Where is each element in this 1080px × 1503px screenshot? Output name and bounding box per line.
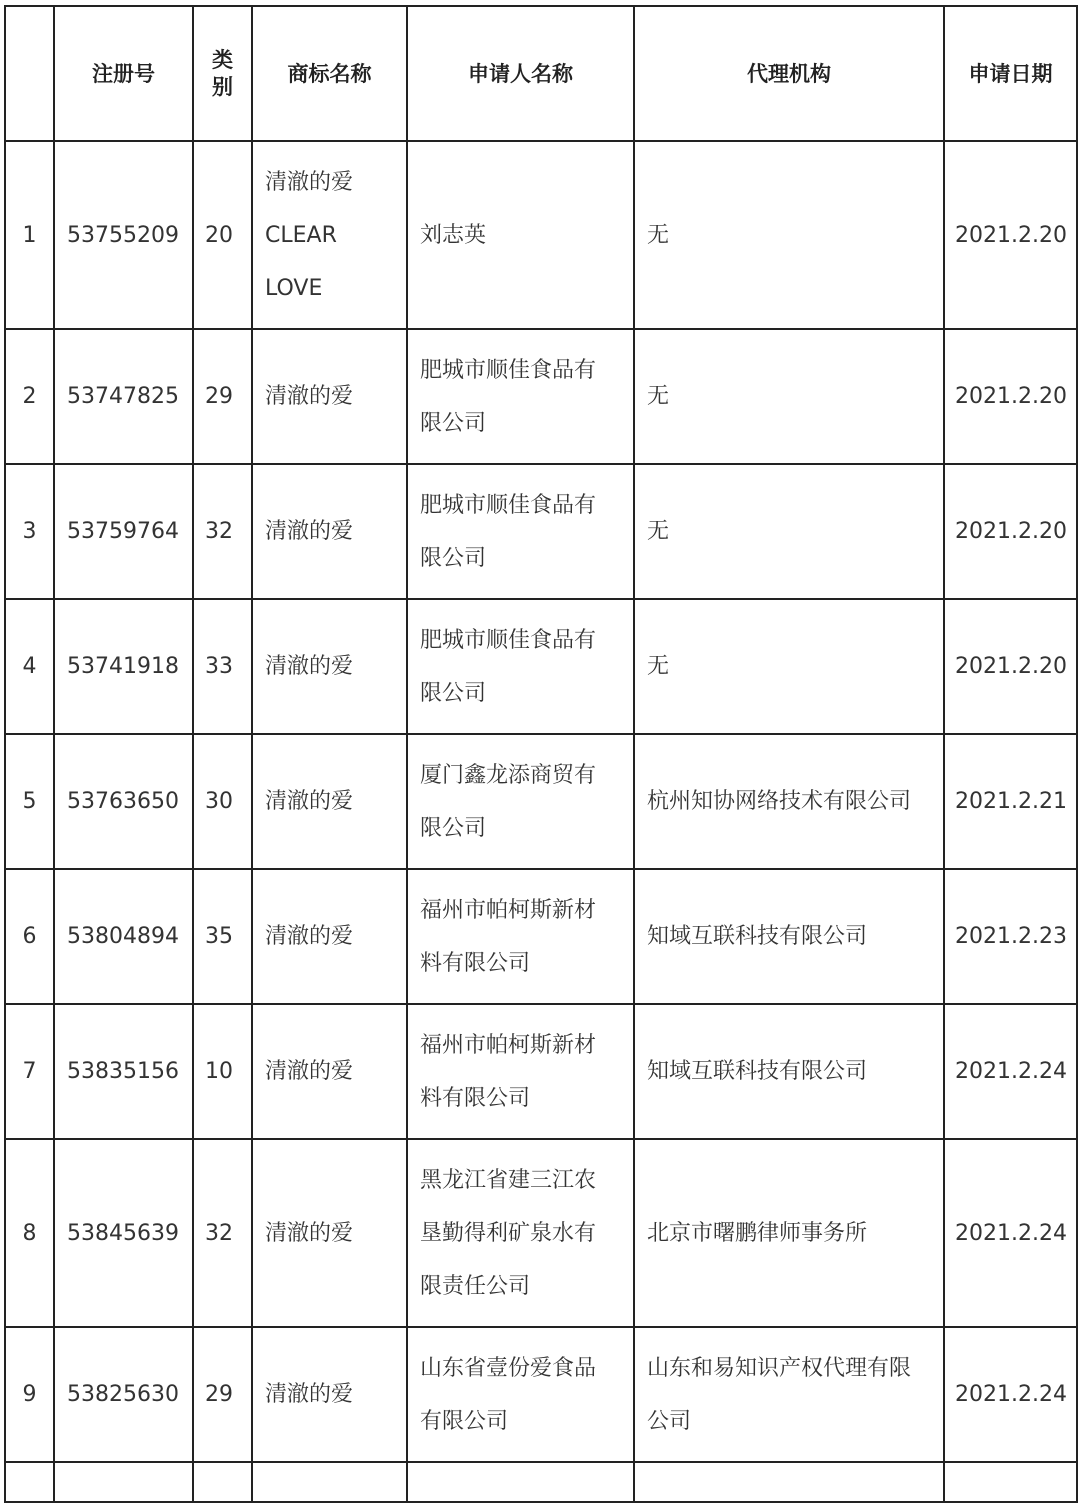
cell-index: 6 [5, 869, 54, 1004]
cell-applicant-line: 料有限公司 [420, 950, 531, 976]
header-class-line: 类 [212, 47, 233, 72]
cell-mark-name-line: 清澈的爱 [265, 1059, 354, 1084]
cell-agent [634, 734, 944, 869]
header-date: 申请日期 [944, 6, 1077, 141]
cell-agent [634, 329, 944, 464]
cell-agent-line: 公司 [647, 1408, 692, 1434]
table-body [5, 141, 1077, 1502]
cell-applicant-line: 黑龙江省建三江农 [420, 1167, 597, 1193]
header-applicant: 申请人名称 [407, 6, 634, 141]
cell-class: 29 [193, 329, 252, 464]
table-row [5, 1004, 1077, 1139]
table-row [5, 599, 1077, 734]
cell-mark-name-line: 清澈的爱 [265, 1382, 354, 1407]
cell-agent [634, 1139, 944, 1327]
cell-agent-line: 山东和易知识产权代理有限 [647, 1355, 912, 1381]
cell-reg-no: 53804894 [54, 869, 193, 1004]
cell-date: 2021.2.20 [944, 464, 1077, 599]
cell-date [944, 1462, 1077, 1502]
header-mark-name: 商标名称 [252, 6, 407, 141]
cell-mark-name [252, 141, 407, 329]
cell-applicant [407, 141, 634, 329]
cell-applicant-line: 有限公司 [420, 1408, 509, 1434]
cell-mark-name-line: 清澈的爱 [265, 1220, 354, 1246]
cell-applicant-line: 肥城市顺佳食品有 [420, 357, 597, 383]
cell-date: 2021.2.24 [944, 1004, 1077, 1139]
table-row [5, 869, 1077, 1004]
cell-index: 2 [5, 329, 54, 464]
cell-applicant-line: 限公司 [420, 410, 487, 436]
header-reg-no: 注册号 [54, 6, 193, 141]
cell-mark-name [252, 1327, 407, 1462]
cell-applicant [407, 1004, 634, 1139]
cell-mark-name-line: LOVE [265, 275, 323, 301]
cell-date: 2021.2.20 [944, 141, 1077, 329]
header-agent: 代理机构 [634, 6, 944, 141]
cell-class [193, 1462, 252, 1502]
header-index [5, 6, 54, 141]
cell-index: 9 [5, 1327, 54, 1462]
cell-mark-name [252, 599, 407, 734]
cell-mark-name [252, 734, 407, 869]
table-header-row [5, 6, 1077, 141]
cell-agent [634, 869, 944, 1004]
header-class [193, 6, 252, 141]
cell-mark-name-line: 清澈的爱 [265, 384, 354, 409]
cell-agent-line: 北京市曙鹏律师事务所 [647, 1220, 868, 1246]
cell-agent-line: 知域互联科技有限公司 [647, 1059, 868, 1084]
cell-reg-no: 53759764 [54, 464, 193, 599]
table-row [5, 141, 1077, 329]
cell-mark-name-line: 清澈的爱 [265, 789, 354, 814]
table-row [5, 329, 1077, 464]
cell-class: 32 [193, 1139, 252, 1327]
table-row [5, 1139, 1077, 1327]
cell-applicant-line: 福州市帕柯斯新材 [420, 897, 597, 923]
cell-class: 32 [193, 464, 252, 599]
cell-applicant [407, 464, 634, 599]
cell-applicant [407, 734, 634, 869]
cell-index: 5 [5, 734, 54, 869]
cell-agent [634, 1462, 944, 1502]
cell-applicant [407, 1139, 634, 1327]
cell-index: 1 [5, 141, 54, 329]
cell-reg-no: 53845639 [54, 1139, 193, 1327]
cell-agent-line: 杭州知协网络技术有限公司 [647, 789, 912, 814]
table-row [5, 1327, 1077, 1462]
cell-reg-no: 53835156 [54, 1004, 193, 1139]
cell-applicant-line: 刘志英 [420, 222, 487, 248]
cell-mark-name-line: 清澈的爱 [265, 654, 354, 679]
cell-applicant-line: 料有限公司 [420, 1085, 531, 1111]
cell-mark-name [252, 1004, 407, 1139]
cell-applicant-line: 限责任公司 [420, 1273, 531, 1299]
cell-applicant-line: 限公司 [420, 545, 487, 571]
cell-reg-no: 53741918 [54, 599, 193, 734]
cell-class: 20 [193, 141, 252, 329]
cell-reg-no: 53747825 [54, 329, 193, 464]
cell-reg-no: 53763650 [54, 734, 193, 869]
cell-reg-no: 53755209 [54, 141, 193, 329]
cell-applicant-line: 福州市帕柯斯新材 [420, 1032, 597, 1058]
cell-applicant-line: 肥城市顺佳食品有 [420, 492, 597, 518]
cell-applicant [407, 869, 634, 1004]
cell-class: 35 [193, 869, 252, 1004]
cell-mark-name-line: 清澈的爱 [265, 924, 354, 949]
cell-mark-name-line: 清澈的爱 [265, 169, 354, 195]
cell-reg-no [54, 1462, 193, 1502]
cell-date: 2021.2.24 [944, 1139, 1077, 1327]
cell-mark-name [252, 1139, 407, 1327]
table-row [5, 734, 1077, 869]
cell-agent [634, 1004, 944, 1139]
cell-applicant [407, 1462, 634, 1502]
cell-applicant-line: 垦勤得利矿泉水有 [420, 1220, 597, 1246]
cell-index: 3 [5, 464, 54, 599]
header-class-line: 别 [212, 74, 233, 99]
cell-applicant-line: 山东省壹份爱食品 [420, 1355, 597, 1381]
cell-applicant [407, 1327, 634, 1462]
cell-class: 33 [193, 599, 252, 734]
cell-applicant [407, 599, 634, 734]
cell-date: 2021.2.21 [944, 734, 1077, 869]
cell-agent-line: 无 [647, 654, 670, 679]
cell-class: 30 [193, 734, 252, 869]
cell-agent [634, 1327, 944, 1462]
table-row [5, 464, 1077, 599]
cell-mark-name [252, 464, 407, 599]
cell-index: 8 [5, 1139, 54, 1327]
cell-mark-name [252, 329, 407, 464]
cell-date: 2021.2.20 [944, 599, 1077, 734]
cell-mark-name [252, 869, 407, 1004]
cell-agent-line: 知域互联科技有限公司 [647, 924, 868, 949]
cell-applicant-line: 限公司 [420, 680, 487, 706]
cell-agent-line: 无 [647, 384, 670, 409]
cell-reg-no: 53825630 [54, 1327, 193, 1462]
cell-date: 2021.2.20 [944, 329, 1077, 464]
cell-agent-line: 无 [647, 519, 670, 544]
cell-date: 2021.2.24 [944, 1327, 1077, 1462]
cell-class: 10 [193, 1004, 252, 1139]
cell-class: 29 [193, 1327, 252, 1462]
cell-applicant-line: 厦门鑫龙添商贸有 [420, 762, 597, 788]
cell-applicant [407, 329, 634, 464]
cell-index [5, 1462, 54, 1502]
cell-agent-line: 无 [647, 222, 670, 248]
cell-index: 7 [5, 1004, 54, 1139]
cell-mark-name [252, 1462, 407, 1502]
cell-date: 2021.2.23 [944, 869, 1077, 1004]
cell-agent [634, 464, 944, 599]
cell-mark-name-line: CLEAR [265, 222, 337, 248]
cell-mark-name-line: 清澈的爱 [265, 519, 354, 544]
cell-index: 4 [5, 599, 54, 734]
cell-applicant-line: 限公司 [420, 815, 487, 841]
trademark-table [4, 5, 1078, 1503]
table-row [5, 1462, 1077, 1502]
cell-agent [634, 599, 944, 734]
cell-agent [634, 141, 944, 329]
cell-applicant-line: 肥城市顺佳食品有 [420, 627, 597, 653]
